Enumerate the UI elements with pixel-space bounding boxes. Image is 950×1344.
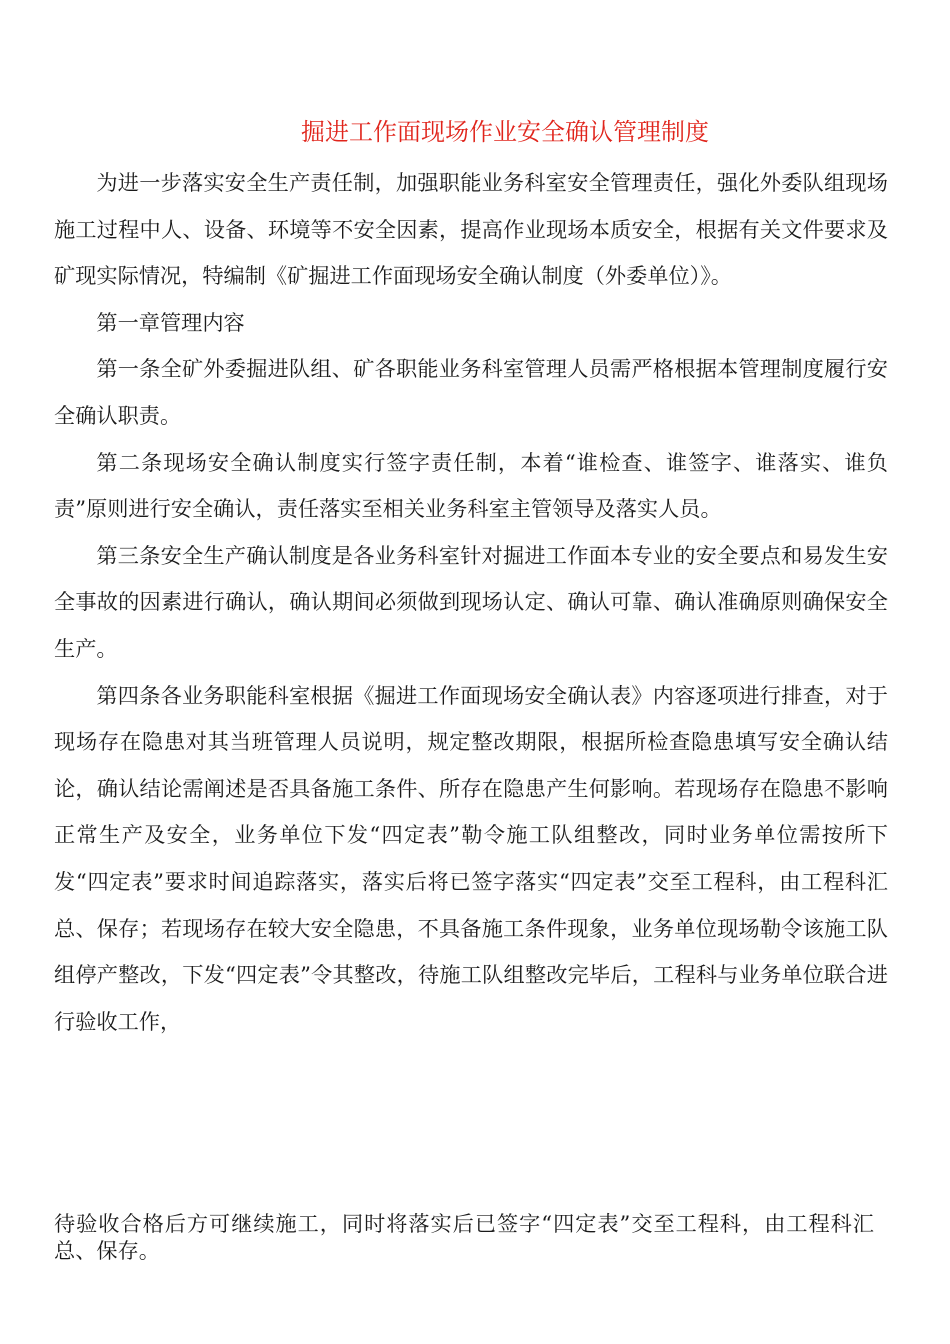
article-4-continuation: 待验收合格后方可继续施工，同时将落实后已签字“四定表”交至工程科，由工程科汇总、保存。 [54, 1211, 874, 1263]
document-title: 掘进工作面现场作业安全确认管理制度 [301, 118, 709, 146]
paragraph-intro: 为进一步落实安全生产责任制，加强职能业务科室安全管理责任，强化外委队组现场施工过程中人、设备、环境等不安全因素，提高作业现场本质安全，根据有关文件要求及 矿现实际情况，特编制《矿掘进工作面现场安全确认制度（外委单位）》。 [54, 170, 888, 289]
article-1: 第一条全矿外委掘进队组、矿各职能业务科室管理人员需严格根据本管理制度履行安全确认职责。 [54, 356, 888, 428]
chapter-heading: 第一章管理内容 [96, 309, 245, 335]
article-4: 第四条各业务职能科室根据《掘进工作面现场安全确认表》内容逐项进行排查，对于现场存在隐患对其当班管理人员说明，规定整改期限，根据所检查隐患填写安全确认结论，确认结论需阐述是否具备施工条件、所存在隐患产生何影响。若现场存在隐患不影响正常生产及安全，业务单位下发“四定表”勒令施工队组整改，同时业务单位需按所下发“四定表”要求时间追踪落实，落实后将已签字落实“四定表”交至工程科，由工程科汇总、保存；若现场存在较大安全隐患，不具备施工条件现象，业务单位现场勒令该施工队组停产整改，下发“四定表”令其整改，待施工队组整改完毕后，工程科与业务单位联合进行验收工作， [54, 682, 888, 1034]
document-body [54, 160, 888, 1045]
article-3: 第三条安全生产确认制度是各业务科室针对掘进工作面本专业的安全要点和易发生安全事故的因素进行确认，确认期间必须做到现场认定、确认可靠、确认准确原则确保安全生产。 [54, 542, 888, 661]
article-2: 第二条现场安全确认制度实行签字责任制，本着“谁检查、谁签字、谁落实、谁负责”原则进行安全确认，责任落实至相关业务科室主管领导及落实人员。 [54, 449, 888, 522]
